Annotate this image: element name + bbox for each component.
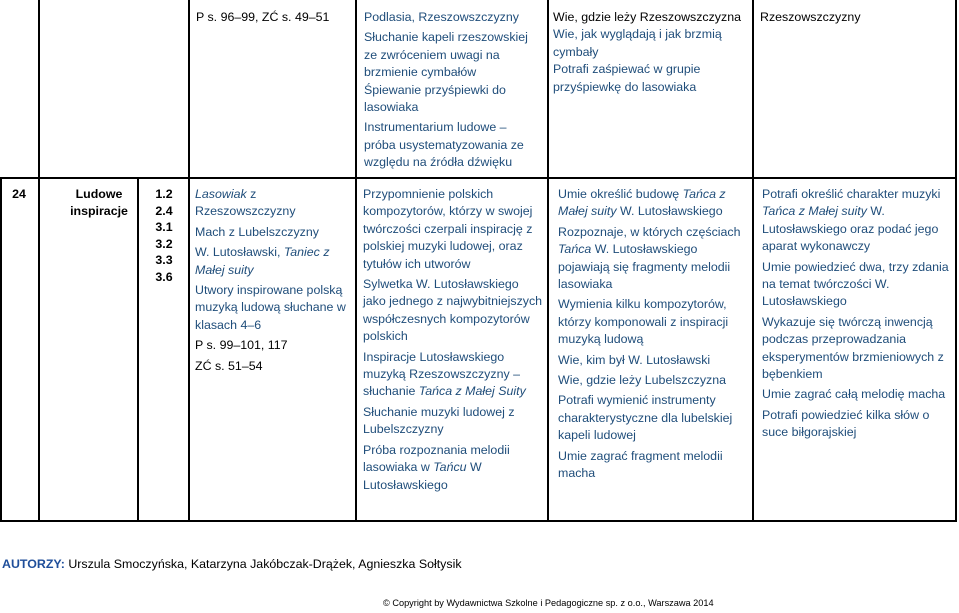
basic-p2: Rozpoznaje, w których częściach Tańca W. Lutosławskiego pojawiają się fragmenty melodii lasowiaka [558,224,741,292]
grid-line-1 [188,0,190,521]
content-p4: Słuchanie muzyki ludowej z Lubelszczyzny [363,404,515,437]
top-content-2: Słuchanie kapeli rzeszowskiej ze zwróceniem uwagi na brzmienie cymbałów [364,30,528,80]
authors-label: AUTORZY: [2,557,65,571]
row-divider [0,177,957,179]
material-mach: Mach z Lubelszczyzny [195,224,319,239]
authors-names: Urszula Smoczyńska, Katarzyna Jakóbczak-Drążek, Agnieszka Sołtysik [64,557,462,571]
top-basic-1: Wie, gdzie leży Rzeszowszczyzna [553,10,741,24]
grid-line-row24-a [0,178,2,521]
content-p5: Próba rozpoznania melodii lasowiaka w Tańcu W Lutosławskiego [363,442,510,492]
basic-p1: Umie określić budowę Tańca z Małej suity W. Lutosławskiego [558,187,726,219]
basic-p5: Wie, gdzie leży Lubelszczyzna [558,373,727,388]
material-zc: ZĆ s. 51–54 [195,358,263,373]
code-5: 3.3 [155,253,173,268]
code-1: 1.2 [155,187,173,201]
top-basic-cell [553,9,747,96]
extended-p4: Umie zagrać całą melodię macha [762,387,946,402]
grid-line-row24-b [137,178,139,521]
content-p1: Przypomnienie polskich kompozytorów, którzy w swojej twórczości czerpali inspirację z polskiej muzyki ludowej, oraz tytułów ich utworów [363,187,533,271]
top-content-4: Instrumentarium ludowe – próba usystematyzowania ze względu na źródła dźwięku [364,120,524,170]
table-bottom [0,520,957,522]
code-3: 3.1 [155,220,173,235]
material-lasowiak: Lasowiak z Rzeszowszczyzny [195,187,296,219]
row-extended [762,186,952,442]
grid-line-4 [752,0,754,521]
top-content-3: Śpiewanie przyśpiewki do lasowiaka [364,82,506,115]
row-topic-text: Ludowe inspiracje [70,187,128,219]
extended-p3: Wykazuje się twórczą inwencją podczas przeprowadzania eksperymentów brzmieniowych z bębenkiem [762,314,944,382]
top-pages-cell [196,9,352,26]
basic-p6: Potrafi wymienić instrumenty charakterystyczne dla lubelskiej kapeli ludowej [558,393,733,443]
code-6: 3.6 [155,269,173,284]
top-content-cell [364,9,540,172]
row-codes [142,186,186,286]
extended-p1: Potrafi określić charakter muzyki Tańca z Małej suity W. Lutosławskiego oraz podać jego aparat wykonawczy [762,187,941,254]
top-extended-1: Rzeszowszczyzny [760,10,861,24]
material-lutoslawski: W. Lutosławski, Taniec z Małej suity [195,245,330,277]
top-basic-3: Potrafi zaśpiewać w grupie przyśpiewkę do lasowiaka [553,62,701,94]
copyright-notice: © Copyright by Wydawnictwa Szkolne i Pedagogiczne sp. z o.o., Warszawa 2014 [383,598,714,608]
basic-p4: Wie, kim był W. Lutosławski [558,352,711,367]
material-pages: P s. 99–101, 117 [195,338,288,353]
basic-p7: Umie zagrać fragment melodii macha [558,448,723,481]
authors-line [2,557,462,571]
content-p2: Sylwetka W. Lutosławskiego jako jednego z najwybitniejszych współczesnych kompozytorów polskich [363,277,543,344]
grid-line-3 [547,0,549,521]
code-4: 3.2 [155,236,173,251]
row-topic [64,186,134,221]
top-content-1: Podlasia, Rzeszowszczyzny [364,10,519,24]
code-2: 2.4 [155,203,173,218]
row-number [2,186,36,203]
basic-p3: Wymienia kilku kompozytorów, którzy komponowali z inspiracji muzyką ludową [558,297,729,347]
grid-line-left [38,0,40,521]
row-number-text: 24 [12,187,26,201]
grid-line-2 [355,0,357,521]
top-pages-text: P s. 96–99, ZĆ s. 49–51 [196,10,330,24]
material-utwory: Utwory inspirowane polską muzyką ludową słuchane w klasach 4–6 [195,283,346,332]
extended-p2: Umie powiedzieć dwa, trzy zdania na temat twórczości W. Lutosławskiego [762,259,949,309]
row-content [363,186,543,494]
row-materials [195,186,351,375]
top-extended-cell [760,9,952,26]
row-basic [558,186,748,483]
extended-p5: Potrafi powiedzieć kilka słów o suce biłgorajskiej [762,407,930,440]
top-basic-2: Wie, jak wyglądają i jak brzmią cymbały [553,27,722,59]
grid-line-right [955,0,957,521]
content-p3: Inspiracje Lutosławskiego muzyką Rzeszowszczyzny – słuchanie Tańca z Małej Suity [363,349,526,399]
